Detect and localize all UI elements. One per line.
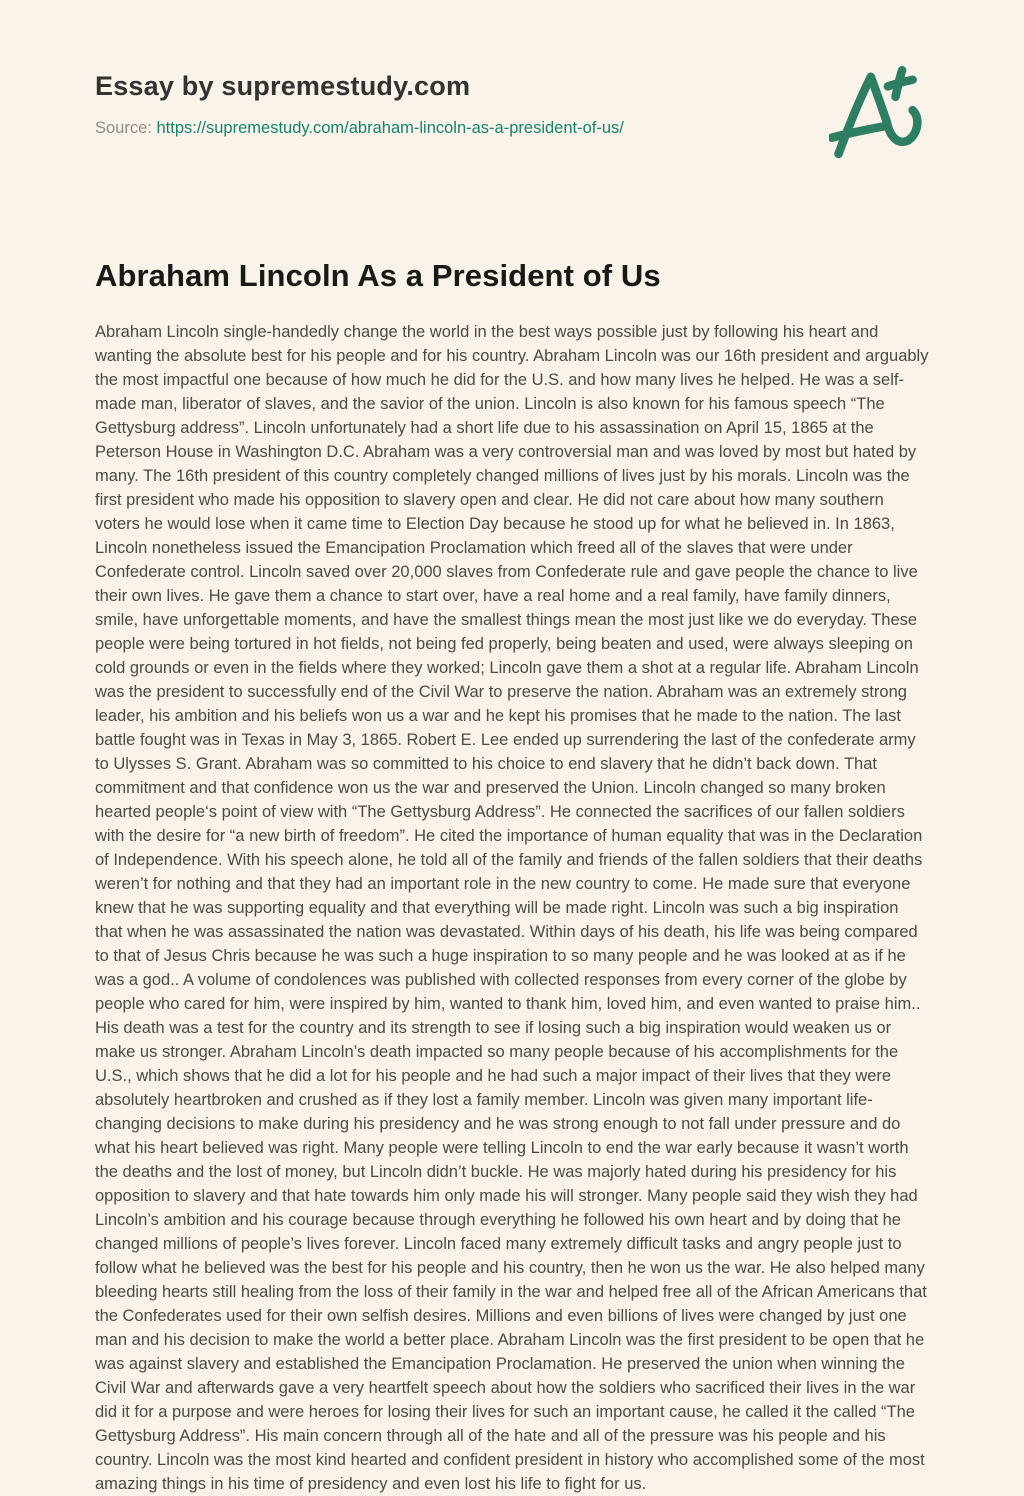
a-plus-logo <box>829 63 924 163</box>
essay-title: Abraham Lincoln As a President of Us <box>95 258 661 293</box>
header <box>95 0 929 139</box>
site-heading: Essay by supremestudy.com <box>95 71 471 101</box>
source-line <box>95 117 929 139</box>
essay-body: Abraham Lincoln single-handedly change the world in the best ways possible just by following his heart and wanting the absolute best for his people and for his country. Abraham Lincoln was our 16th president and arguably the most impactful one because of how much he did for the U.S. and how many lives he helped. He was a self-made man, liberator of slaves, and the savior of the union. Lincoln is also known for his famous speech “The Gettysburg address”. Lincoln unfortunately had a short life due to his assassination on April 15, 1865 at the Peterson House in Washington D.C. Abraham was a very controversial man and was loved by most but hated by many. The 16th president of this country completely changed millions of lives just by his morals. Lincoln was the first president who made his opposition to slavery open and clear. He did not care about how many southern voters he would lose when it came time to Election Day because he stood up for what he believed in. In 1863, Lincoln nonetheless issued the Emancipation Proclamation which freed all of the slaves that were under Confederate control. Lincoln saved over 20,000 slaves from Confederate rule and gave people the chance to live their own lives. He gave them a chance to start over, have a real home and a real family, have family dinners, smile, have unforgettable moments, and have the smallest things mean the most just like we do everyday. These people were being tortured in hot fields, not being fed properly, being beaten and used, were always sleeping on cold grounds or even in the fields where they worked; Lincoln gave them a shot at a regular life. Abraham Lincoln was the president to successfully end of the Civil War to preserve the nation. Abraham was an extremely strong leader, his ambition and his beliefs won us a war and he kept his promises that he made to the nation. The last battle fought was in Texas in May 3, 1865. Robert E. Lee ended up surrendering the last of the confederate army to Ulysses S. Grant. Abraham was so committed to his choice to end slavery that he didn’t back down. That commitment and that confidence won us the war and preserved the Union. Lincoln changed so many broken hearted people‘s point of view with “The Gettysburg Address”. He connected the sacrifices of our fallen soldiers with the desire for “a new birth of freedom”. He cited the importance of human equality that was in the Declaration of Independence. With his speech alone, he told all of the family and friends of the fallen soldiers that their deaths weren’t for nothing and that they had an important role in the new country to come. He made sure that everyone knew that he was supporting equality and that everything will be made right. Lincoln was such a big inspiration that when he was assassinated the nation was devastated. Within days of his death, his life was being compared to that of Jesus Chris because he was such a huge inspiration to so many people and he was looked at as if he was a god.. A volume of condolences was published with collected responses from every corner of the globe by people who cared for him, were inspired by him, wanted to thank him, loved him, and even wanted to praise him.. His death was a test for the country and its strength to see if losing such a big inspiration would weaken us or make us stronger. Abraham Lincoln’s death impacted so many people because of his accomplishments for the U.S., which shows that he did a lot for his people and he had such a major impact of their lives that they were absolutely heartbroken and crushed as if they lost a family member. Lincoln was given many important life-changing decisions to make during his presidency and he was strong enough to not fall under pressure and do what his heart believed was right. Many people were telling Lincoln to end the war early because it wasn’t worth the deaths and the lost of money, but Lincoln didn’t buckle. He was majorly hated during his presidency for his opposition to slavery and that hate towards him only made his will stronger. Many people said they wish they had Lincoln’s ambition and his courage because through everything he followed his own heart and by doing that he changed millions of people’s lives forever. Lincoln faced many extremely difficult tasks and angry people just to follow what he believed was the best for his people and his country, then he won us the war. He also helped many bleeding hearts still healing from the loss of their family in the war and helped free all of the African Americans that the Confederates used for their own selfish desires. Millions and even billions of lives were changed by just one man and his decision to make the world a better place. Abraham Lincoln was the first president to be open that he was against slavery and established the Emancipation Proclamation. He preserved the union when winning the Civil War and afterwards gave a very heartfelt speech about how the soldiers who sacrificed their lives in the war did it for a purpose and were heroes for losing their lives for such an important cause, he called it the called “The Gettysburg Address”. His main concern through all of the hate and all of the pressure was his people and his country. Lincoln was the most kind hearted and confident president in history who accomplished some of the most amazing things in his time of presidency and even lost his life to fight for us. <box>95 323 929 1493</box>
source-link[interactable]: https://supremestudy.com/abraham-lincoln-as-a-president-of-us/ <box>156 119 624 137</box>
source-label: Source: <box>95 119 152 137</box>
